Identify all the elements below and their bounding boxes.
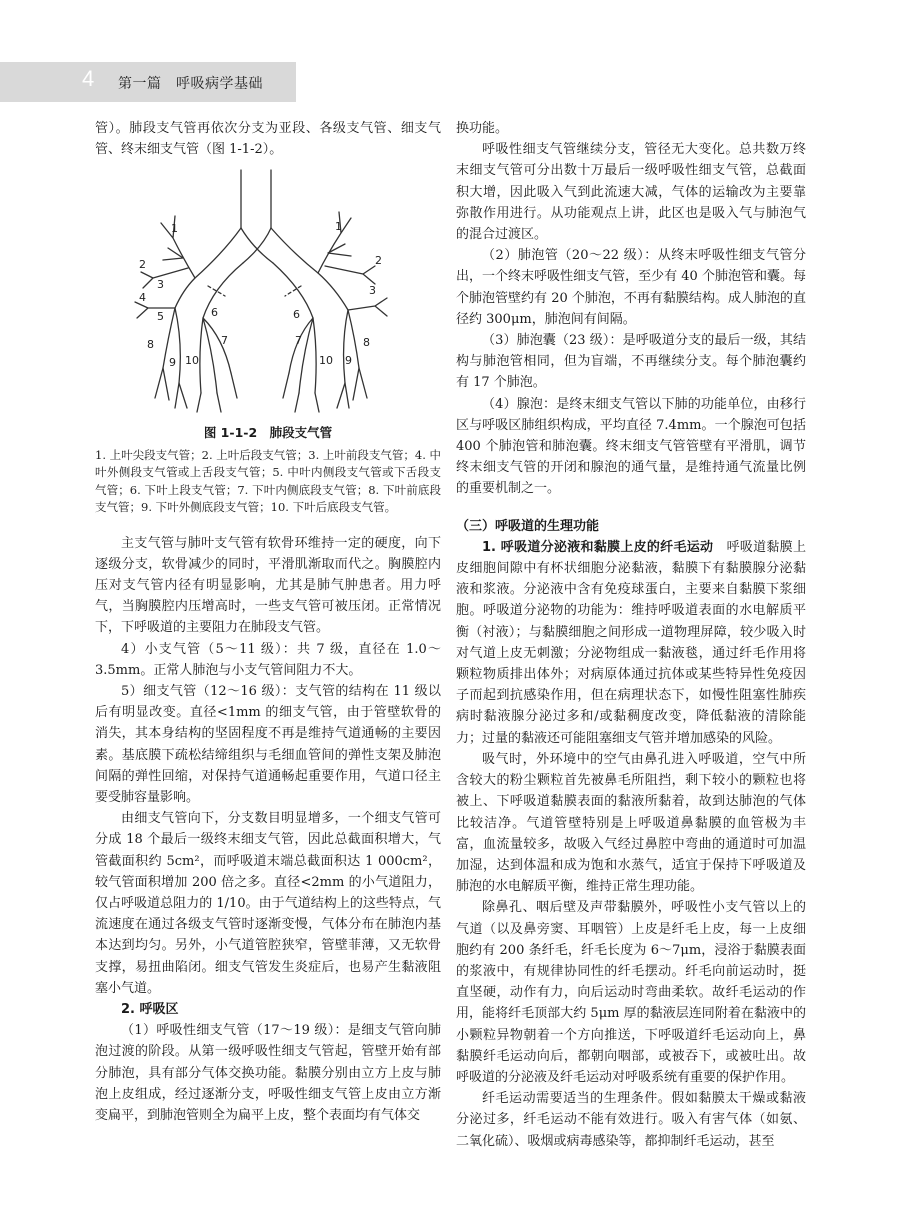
- page-number: 4: [82, 66, 95, 91]
- figure-label: 1: [171, 222, 178, 236]
- figure-caption: 1. 上叶尖段支气管；2. 上叶后段支气管；3. 上叶前段支气管；4. 中叶外侧段支气管或上舌段支气管；5. 中叶内侧段支气管或下舌段支气管；6. 下叶上段支气管；7. 下叶内侧底段支气管；8. 下叶前底段支气管；9. 下叶外侧底段支气管；10. 下叶后底段支气管。: [95, 447, 442, 515]
- paragraph: 纤毛运动需要适当的生理条件。假如黏膜太干燥或黏液分泌过多，纤毛运动不能有效进行。吸入有害气体（如氨、二氧化硫）、吸烟或病毒感染等，都抑制纤毛运动，甚至: [456, 1091, 806, 1149]
- right-column: [456, 118, 806, 1152]
- paragraph: 换功能。: [456, 121, 509, 136]
- subsection-heading: 1. 呼吸道分泌液和黏膜上皮的纤毛运动: [482, 539, 714, 555]
- figure-label: 6: [211, 306, 218, 320]
- figure-label: 10: [319, 354, 333, 368]
- paragraph: （2）肺泡管（20～22 级）：从终末呼吸性细支气管分出，一个终末呼吸性细支气管，至少有 40 个肺泡管和囊。每个肺泡管壁约有 20 个肺泡，不再有黏膜结构。成人肺泡的直径约 300μm，肺泡间有间隔。: [456, 248, 806, 327]
- bronchial-figure: [95, 168, 441, 418]
- figure-label: 9: [345, 354, 352, 368]
- left-column: [95, 118, 441, 1126]
- figure-label: 4: [139, 291, 146, 305]
- paragraph: 5）细支气管（12～16 级）：支气管的结构在 11 级以后有明显改变。直径<1mm 的细支气管，由于管壁软骨的消失，其本身结构的坚固程度不再是维持气道通畅的主要因素。基底膜下疏松结缔组织与毛细血管间的弹性支架及肺泡间隔的弹性回缩，对保持气道通畅起重要作用，气道口径主要受肺容量影响。: [95, 684, 441, 806]
- paragraph: 由细支气管向下，分支数目明显增多，一个细支气管可分成 18 个最后一级终末细支气管，因此总截面积增大，气管截面积约 5cm²，而呼吸道末端总截面积达 1 000cm²，较气管面积增加 200 倍之多。直径<2mm 的小气道阻力，仅占呼吸道总阻力的 1/10。由于气道结构上的这些特点，气流速度在通过各级支气管时逐渐变慢，气体分布在肺泡内基本达到均匀。另外，小气道管腔狭窄，管壁菲薄，又无软骨支撑，易扭曲陷闭。细支气管发生炎症后，也易产生黏液阻塞小气道。: [95, 811, 441, 996]
- figure-label: 7: [221, 334, 228, 348]
- figure-label: 10: [185, 354, 199, 368]
- figure-label: 2: [139, 258, 146, 272]
- paragraph: （3）肺泡囊（23 级）：是呼吸道分支的最后一级，其结构与肺泡管相同，但为盲端，不再继续分支。每个肺泡囊约有 17 个肺泡。: [456, 333, 806, 391]
- paragraph: 呼吸性细支气管继续分支，管径无大变化。总共数万终末细支气管可分出数十万最后一级呼吸性细支气管，总截面积大增，因此吸入气到此流速大减，气体的运输改为主要靠弥散作用进行。从功能观点上讲，此区也是吸入气与肺泡气的混合过渡区。: [456, 142, 806, 243]
- figure-label: 7: [295, 334, 302, 348]
- section-heading: 2. 呼吸区: [121, 1002, 179, 1018]
- figure-label: 3: [157, 278, 164, 292]
- paragraph: 除鼻孔、咽后壁及声带黏膜外，呼吸性小支气管以上的气道（以及鼻旁窦、耳咽管）上皮是纤毛上皮，每一上皮细胞约有 200 条纤毛，纤毛长度为 6～7μm，浸浴于黏膜表面的浆液中，有规律协同性的纤毛摆动。纤毛向前运动时，挺直坚硬，动作有力，向后运动时弯曲柔软。故纤毛运动的作用，能将纤毛顶部大约 5μm 厚的黏液层连同附着在黏液中的小颗粒异物朝着一个方向推送，下呼吸道纤毛运动向上，鼻黏膜纤毛运动向后，都朝向咽部，或被吞下，或被吐出。故呼吸道的分泌液及纤毛运动对呼吸系统有重要的保护作用。: [456, 900, 806, 1085]
- figure-label: 9: [169, 356, 176, 370]
- figure-label: 1: [335, 220, 342, 234]
- figure-label: 3: [369, 284, 376, 298]
- section-heading: （三）呼吸道的生理功能: [456, 518, 600, 534]
- paragraph: 主支气管与肺叶支气管有软骨环维持一定的硬度，向下逐级分支，软骨减少的同时，平滑肌渐取而代之。胸膜腔内压对支气管内径有明显影响，尤其是肺气肿患者。用力呼气，当胸膜腔内压增高时，一些支气管可被压闭。正常情况下，下呼吸道的主要阻力在肺段支气管。: [95, 535, 441, 636]
- figure-label: 5: [157, 310, 164, 324]
- bronchial-tree-illustration: [113, 168, 413, 414]
- figure-title: 图 1-1-2 肺段支气管: [203, 425, 333, 441]
- figure-label: 8: [147, 338, 154, 352]
- paragraph: （1）呼吸性细支气管（17～19 级）：是细支气管向肺泡过渡的阶段。从第一级呼吸性细支气管起，管壁开始有部分肺泡，具有部分气体交换功能。黏膜分别由立方上皮与肺泡上皮组成，经过逐渐分支，呼吸性细支气管上皮由立方渐变扁平，到肺泡管则全为扁平上皮，整个表面均有气体交: [95, 1023, 441, 1124]
- figure-label: 8: [363, 336, 370, 350]
- paragraph: 管）。肺段支气管再依次分支为亚段、各级支气管、细支气管、终末细支气管（图 1-1-2）。: [95, 121, 441, 158]
- paragraph: 呼吸道黏膜上皮细胞间隙中有杯状细胞分泌黏液，黏膜下有黏膜腺分泌黏液和浆液。分泌液中含有免疫球蛋白，主要来自黏膜下浆细胞。呼吸道分泌物的功能为：维持呼吸道表面的水电解质平衡（衬液）；与黏膜细胞之间形成一道物理屏障，较少吸入时对气道上皮无刺激；分泌物组成一黏液毯，通过纤毛作用将颗粒物质排出体外；对病原体通过抗体或某些特异性免疫因子而起到抗感染作用，但在病理状态下，如慢性阻塞性肺疾病时黏液腺分泌过多和/或黏稠度改变，降低黏液的清除能力；过量的黏液还可能阻塞细支气管并增加感染的风险。: [456, 539, 806, 746]
- paragraph: （4）腺泡：是终末细支气管以下肺的功能单位，由移行区与呼吸区肺组织构成，平均直径 7.4mm。一个腺泡可包括 400 个肺泡管和肺泡囊。终末细支气管管壁有平滑肌，调节终末细支气管的开闭和腺泡的通气量，是维持通气流量比例的重要机制之一。: [456, 396, 806, 497]
- figure-label: 6: [293, 308, 300, 322]
- paragraph: 吸气时，外环境中的空气由鼻孔进入呼吸道，空气中所含较大的粉尘颗粒首先被鼻毛所阻挡，剩下较小的颗粒也将被上、下呼吸道黏膜表面的黏液所黏着，故到达肺泡的气体比较洁净。气道管壁特别是上呼吸道鼻黏膜的血管极为丰富，血流量较多，故吸入气经过鼻腔中弯曲的通道时可加温加湿，达到体温和成为饱和水蒸气，适宜于保持下呼吸道及肺泡的水电解质平衡，维持正常生理功能。: [456, 751, 806, 895]
- figure-label: 2: [375, 254, 382, 268]
- chapter-title: 第一篇 呼吸病学基础: [118, 76, 263, 92]
- paragraph: 4）小支气管（5～11 级）：共 7 级，直径在 1.0～3.5mm。正常人肺泡与小支气管间阻力不大。: [95, 641, 441, 678]
